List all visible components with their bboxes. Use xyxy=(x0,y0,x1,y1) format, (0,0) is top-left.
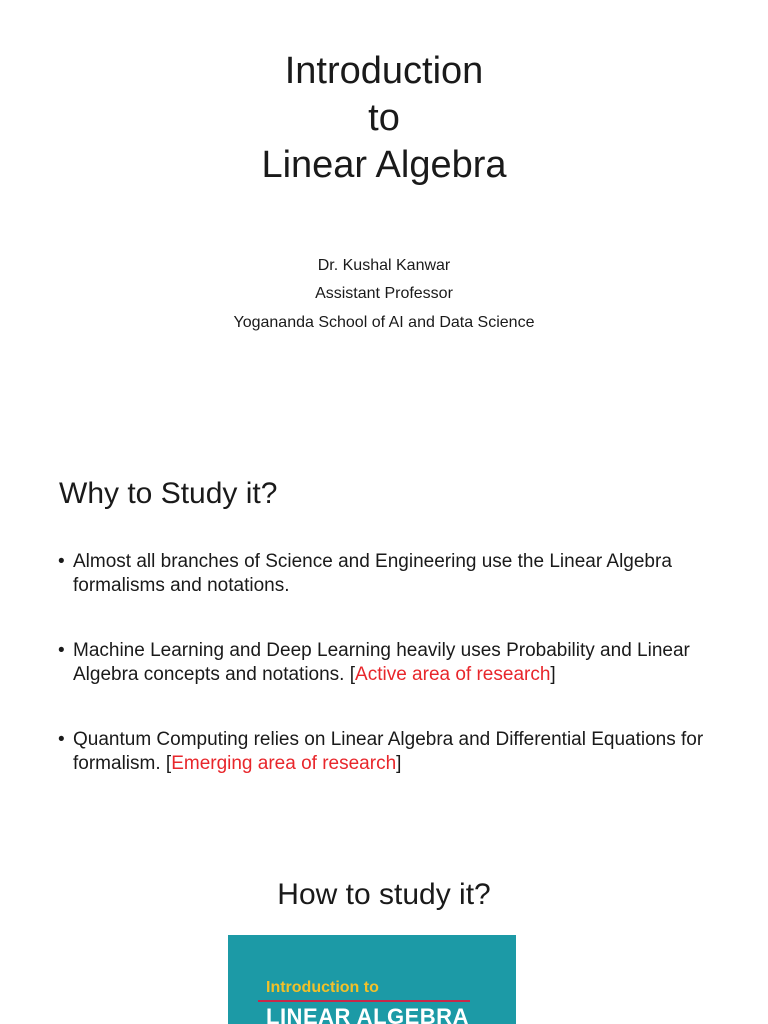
book-cover-image xyxy=(228,935,516,1024)
slide-heading: How to study it? xyxy=(277,878,491,911)
bullet-item xyxy=(58,550,738,598)
title-slide xyxy=(0,0,768,420)
bullet-icon: • xyxy=(58,551,65,572)
bullet-icon: • xyxy=(58,729,65,750)
bullet-item xyxy=(58,728,738,776)
book-cover-subtitle: Introduction to xyxy=(266,979,379,996)
highlight-text: Emerging area of research xyxy=(171,753,397,774)
author-name: Dr. Kushal Kanwar xyxy=(317,257,451,274)
slide-heading: Why to Study it? xyxy=(59,477,278,510)
why-study-slide xyxy=(0,455,768,835)
book-cover-title: LINEAR ALGEBRA xyxy=(266,1004,469,1024)
author-institution: Yogananda School of AI and Data Science xyxy=(233,314,535,331)
highlight-text: Active area of research xyxy=(355,664,551,685)
author-position: Assistant Professor xyxy=(315,285,453,302)
title-line-1: Introduction xyxy=(284,50,484,92)
bullet-text: Almost all branches of Science and Engineering use the Linear Algebra formalisms and notations. xyxy=(73,551,672,596)
title-line-2: to xyxy=(368,97,400,139)
how-study-slide xyxy=(0,860,768,1024)
bullet-item xyxy=(58,639,738,687)
title-line-3: Linear Algebra xyxy=(261,144,507,186)
bullet-text: Quantum Computing relies on Linear Algebra and Differential Equations for formalism. [Emerging area of research] xyxy=(73,729,704,774)
book-cover-rule xyxy=(258,1000,470,1002)
bullet-icon: • xyxy=(58,640,65,661)
bullet-text: Machine Learning and Deep Learning heavily uses Probability and Linear Algebra concepts and notations. [Active area of research] xyxy=(73,640,690,685)
